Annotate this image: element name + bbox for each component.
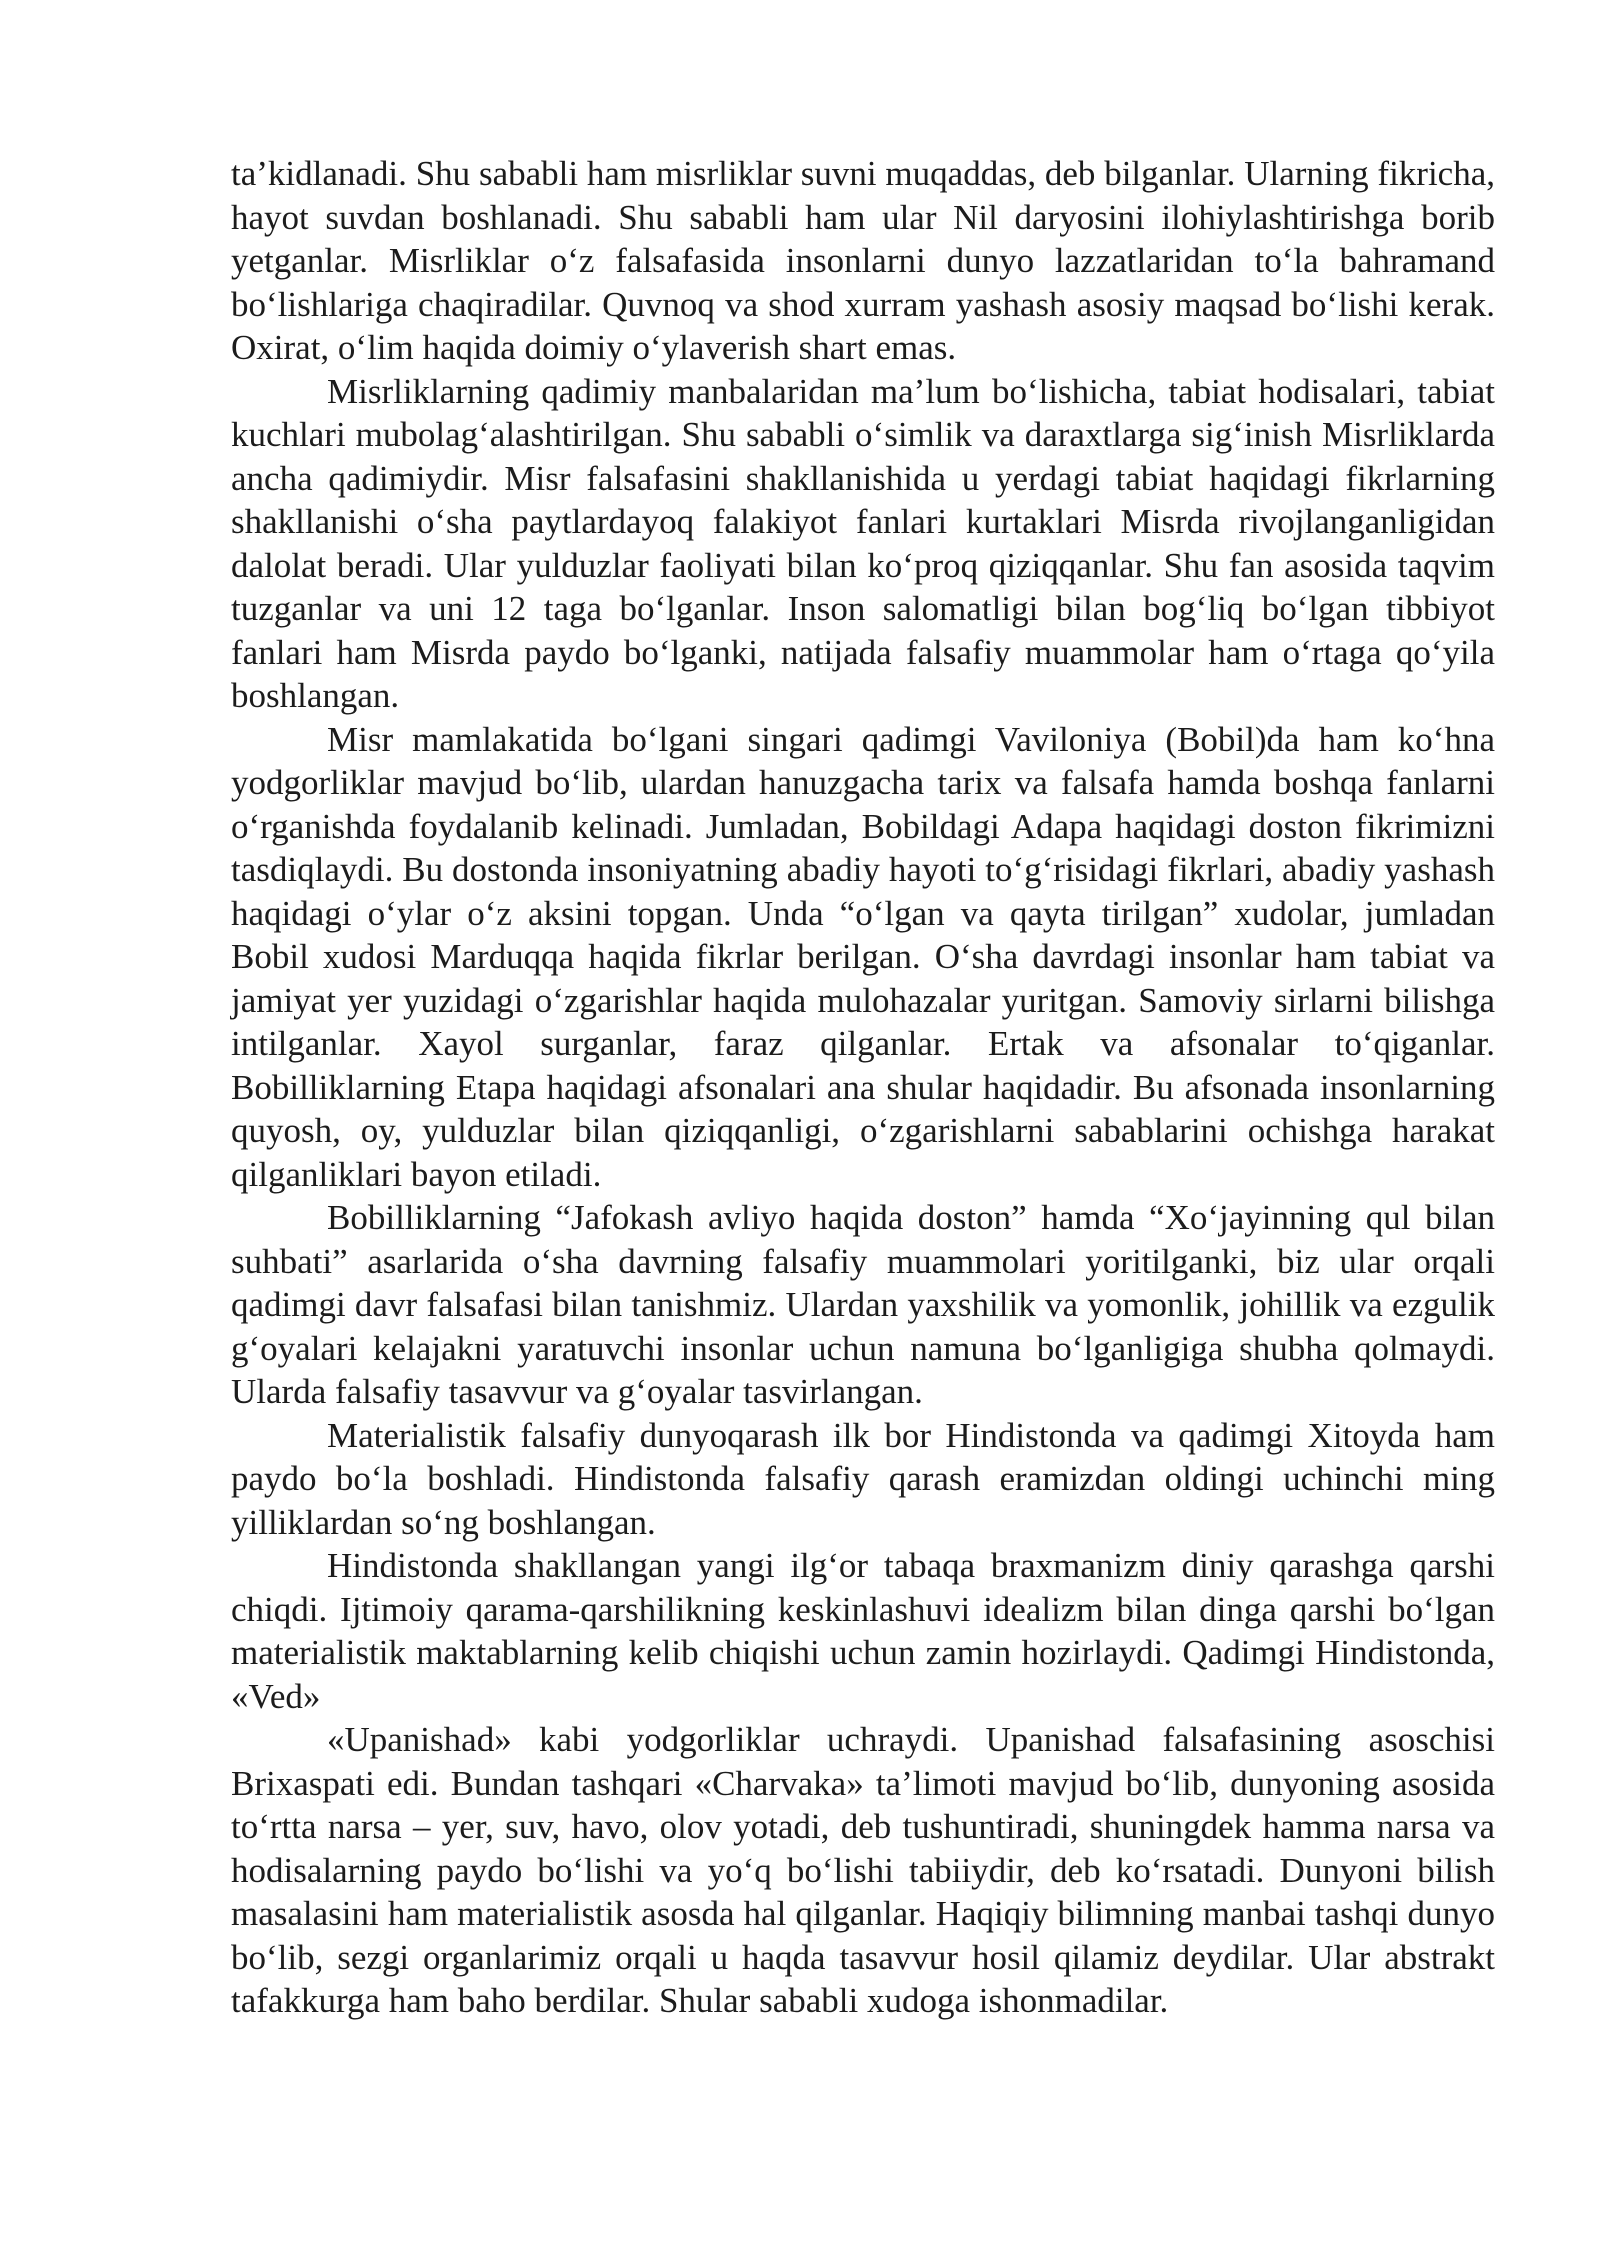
paragraph-4: Bobilliklarning “Jafokash avliyo haqida doston” hamda “Xo‘jayinning qul bilan suhbati” asarlarida o‘sha davrning falsafiy muammolari yoritilganki, biz ular orqali qadimgi davr falsafasi bilan tanishmiz. Ulardan yaxshilik va yomonlik, johillik va ezgulik g‘oyalari kelajakni yaratuvchi insonlar uchun namuna bo‘lganligiga shubha qolmaydi. Ularda falsafiy tasavvur va g‘oyalar tasvirlangan. <box>231 1198 1495 1411</box>
paragraph-5: Materialistik falsafiy dunyoqarash ilk bor Hindistonda va qadimgi Xitoyda ham paydo bo‘la boshladi. Hindistonda falsafiy qarash eramizdan oldingi uchinchi ming yilliklardan so‘ng boshlangan. <box>231 1415 1495 1542</box>
paragraph-7: «Upanishad» kabi yodgorliklar uchraydi. Upanishad falsafasining asoschisi Brixaspati edi. Bundan tashqari «Charvaka» ta’limoti mavjud bo‘lib, dunyoning asosida to‘rtta narsa – yer, suv, havo, olov yotadi, deb tushuntiradi, shuningdek hamma narsa va hodisalarning paydo bo‘lishi va yo‘q bo‘lishi tabiiydir, deb ko‘rsatadi. Dunyoni bilish masalasini ham materialistik asosda hal qilganlar. Haqiqiy bilimning manbai tashqi dunyo bo‘lib, sezgi organlarimiz orqali u haqda tasavvur hosil qilamiz deydilar. Ular abstrakt tafakkurga ham baho berdilar. Shular sababli xudoga ishonmadilar. <box>231 1720 1495 2020</box>
paragraph-2: Misrliklarning qadimiy manbalaridan ma’lum bo‘lishicha, tabiat hodisalari, tabiat kuchlari mubolag‘alashtirilgan. Shu sababli o‘simlik va daraxtlarga sig‘inish Misrliklarda ancha qadimiydir. Misr falsafasini shakllanishida u yerdagi tabiat haqidagi fikrlarning shakllanishi o‘sha paytlardayoq falakiyot fanlari kurtaklari Misrda rivojlanganligidan dalolat beradi. Ular yulduzlar faoliyati bilan ko‘proq qiziqqanlar. Shu fan asosida taqvim tuzganlar va uni 12 taga bo‘lganlar. Inson salomatligi bilan bog‘liq bo‘lgan tibbiyot fanlari ham Misrda paydo bo‘lganki, natijada falsafiy muammolar ham o‘rtaga qo‘yila boshlangan. <box>231 371 1495 715</box>
paragraph-3: Misr mamlakatida bo‘lgani singari qadimgi Vaviloniya (Bobil)da ham ko‘hna yodgorliklar mavjud bo‘lib, ulardan hanuzgacha tarix va falsafa hamda boshqa fanlarni o‘rganishda foydalanib kelinadi. Jumladan, Bobildagi Adapa haqidagi doston fikrimizni tasdiqlaydi. Bu dostonda insoniyatning abadiy hayoti to‘g‘risidagi fikrlari, abadiy yashash haqidagi o‘ylar o‘z aksini topgan. Unda “o‘lgan va qayta tirilgan” xudolar, jumladan Bobil xudosi Marduqqa haqida fikrlar berilgan. O‘sha davrdagi insonlar ham tabiat va jamiyat yer yuzidagi o‘zgarishlar haqida mulohazalar yuritgan. Samoviy sirlarni bilishga intilganlar. Xayol surganlar, faraz qilganlar. Ertak va afsonalar to‘qiganlar. Bobilliklarning Etapa haqidagi afsonalari ana shular haqidadir. Bu afsonada insonlarning quyosh, oy, yulduzlar bilan qiziqqanligi, o‘zgarishlarni sabablarini ochishga harakat qilganliklari bayon etiladi. <box>231 719 1495 1194</box>
paragraph-6: Hindistonda shakllangan yangi ilg‘or tabaqa braxmanizm diniy qarashga qarshi chiqdi. Ijtimoiy qarama-qarshilikning keskinlashuvi idealizm bilan dinga qarshi bo‘lgan materialistik maktablarning kelib chiqishi uchun zamin hozirlaydi. Qadimgi Hindistonda, «Ved» <box>231 1546 1495 1716</box>
body-text <box>231 152 1495 2023</box>
paragraph-1: ta’kidlanadi. Shu sababli ham misrliklar suvni muqaddas, deb bilganlar. Ularning fikricha, hayot suvdan boshlanadi. Shu sababli ham ular Nil daryosini ilohiylashtirishga borib yetganlar. Misrliklar o‘z falsafasida insonlarni dunyo lazzatlaridan to‘la bahramand bo‘lishlariga chaqiradilar. Quvnoq va shod xurram yashash asosiy maqsad bo‘lishi kerak. Oxirat, o‘lim haqida doimiy o‘ylaverish shart emas. <box>231 154 1495 367</box>
